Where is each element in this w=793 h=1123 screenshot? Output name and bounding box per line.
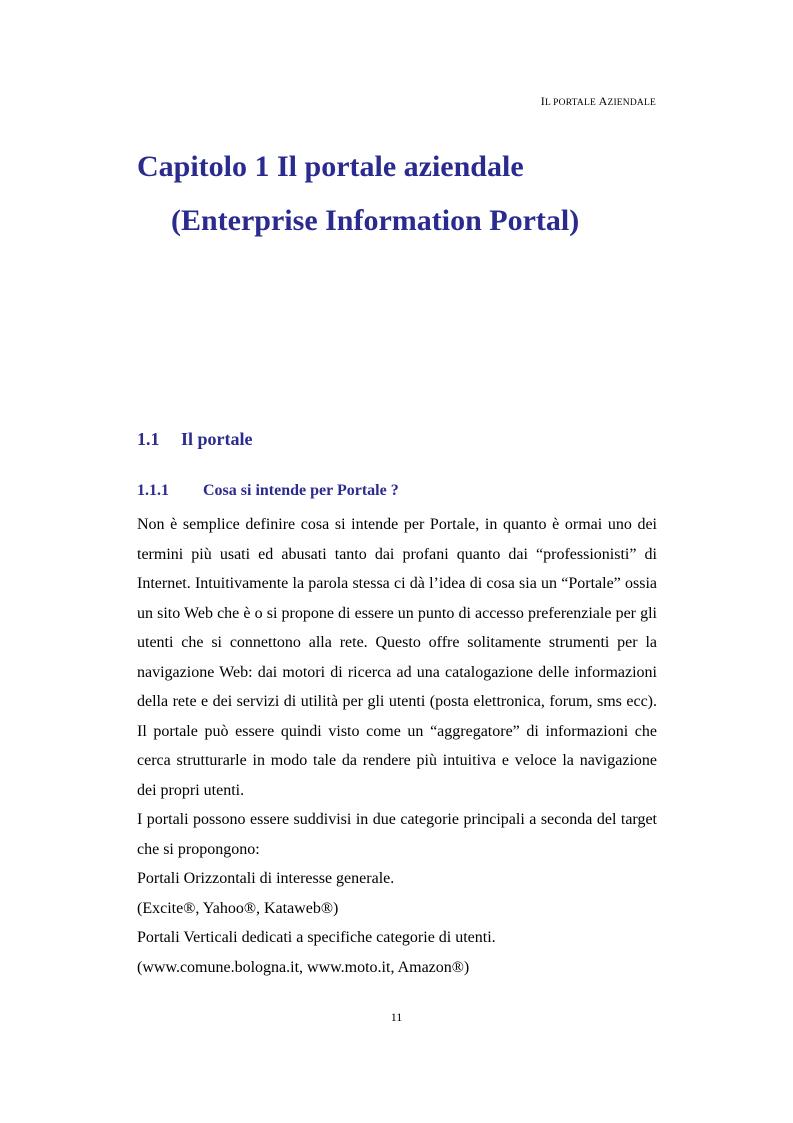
page-number: 11 [390, 1010, 403, 1024]
vertical-portals-examples: (www.comune.bologna.it, www.moto.it, Amazon®) [137, 958, 470, 976]
vertical-portals-line: Portali Verticali dedicati a specifiche categorie di utenti. [137, 929, 496, 946]
running-header-rest-1: L PORTALE [544, 98, 599, 108]
running-header [541, 94, 656, 109]
subsection-heading [137, 482, 399, 500]
subsection-number: 1.1.1 [137, 482, 169, 499]
running-header-initial-2: A [598, 94, 608, 108]
running-header-rest-2: ZIENDALE [607, 98, 656, 108]
section-number: 1.1 [137, 429, 160, 449]
chapter-title: Capitolo 1 Il portale aziendale [137, 150, 524, 183]
section-title: Il portale [181, 429, 253, 449]
body-text [137, 510, 657, 982]
chapter-subtitle: (Enterprise Information Portal) [171, 204, 580, 237]
section-heading [137, 429, 253, 450]
body-paragraph-2: I portali possono essere suddivisi in due categorie principali a seconda del target che si propongono: [137, 811, 657, 858]
running-header-initial-1: I [540, 94, 545, 108]
horizontal-portals-examples: (Excite®, Yahoo®, Kataweb®) [137, 899, 339, 917]
body-paragraph-1: Non è semplice definire cosa si intende per Portale, in quanto è ormai uno dei termini più usati ed abusati tanto dai profani quanto dai “professionisti” di Internet. Intuitivamente la parola stessa ci dà l’idea di cosa sia un “Portale” ossia un sito Web che è o si propone di essere un punto di accesso preferenziale per gli utenti che si connettono alla rete. Questo offre solitamente strumenti per la navigazione Web: dai motori di ricerca ad una catalogazione delle informazioni della rete e dei servizi di utilità per gli utenti (posta elettronica, forum, sms ecc). Il portale può essere quindi visto come un “aggregatore” di informazioni che cerca strutturarle in modo tale da rendere più intuitiva e veloce la navigazione dei propri utenti. [137, 516, 657, 799]
subsection-title: Cosa si intende per Portale ? [203, 482, 399, 499]
horizontal-portals-line: Portali Orizzontali di interesse generale. [137, 870, 395, 887]
